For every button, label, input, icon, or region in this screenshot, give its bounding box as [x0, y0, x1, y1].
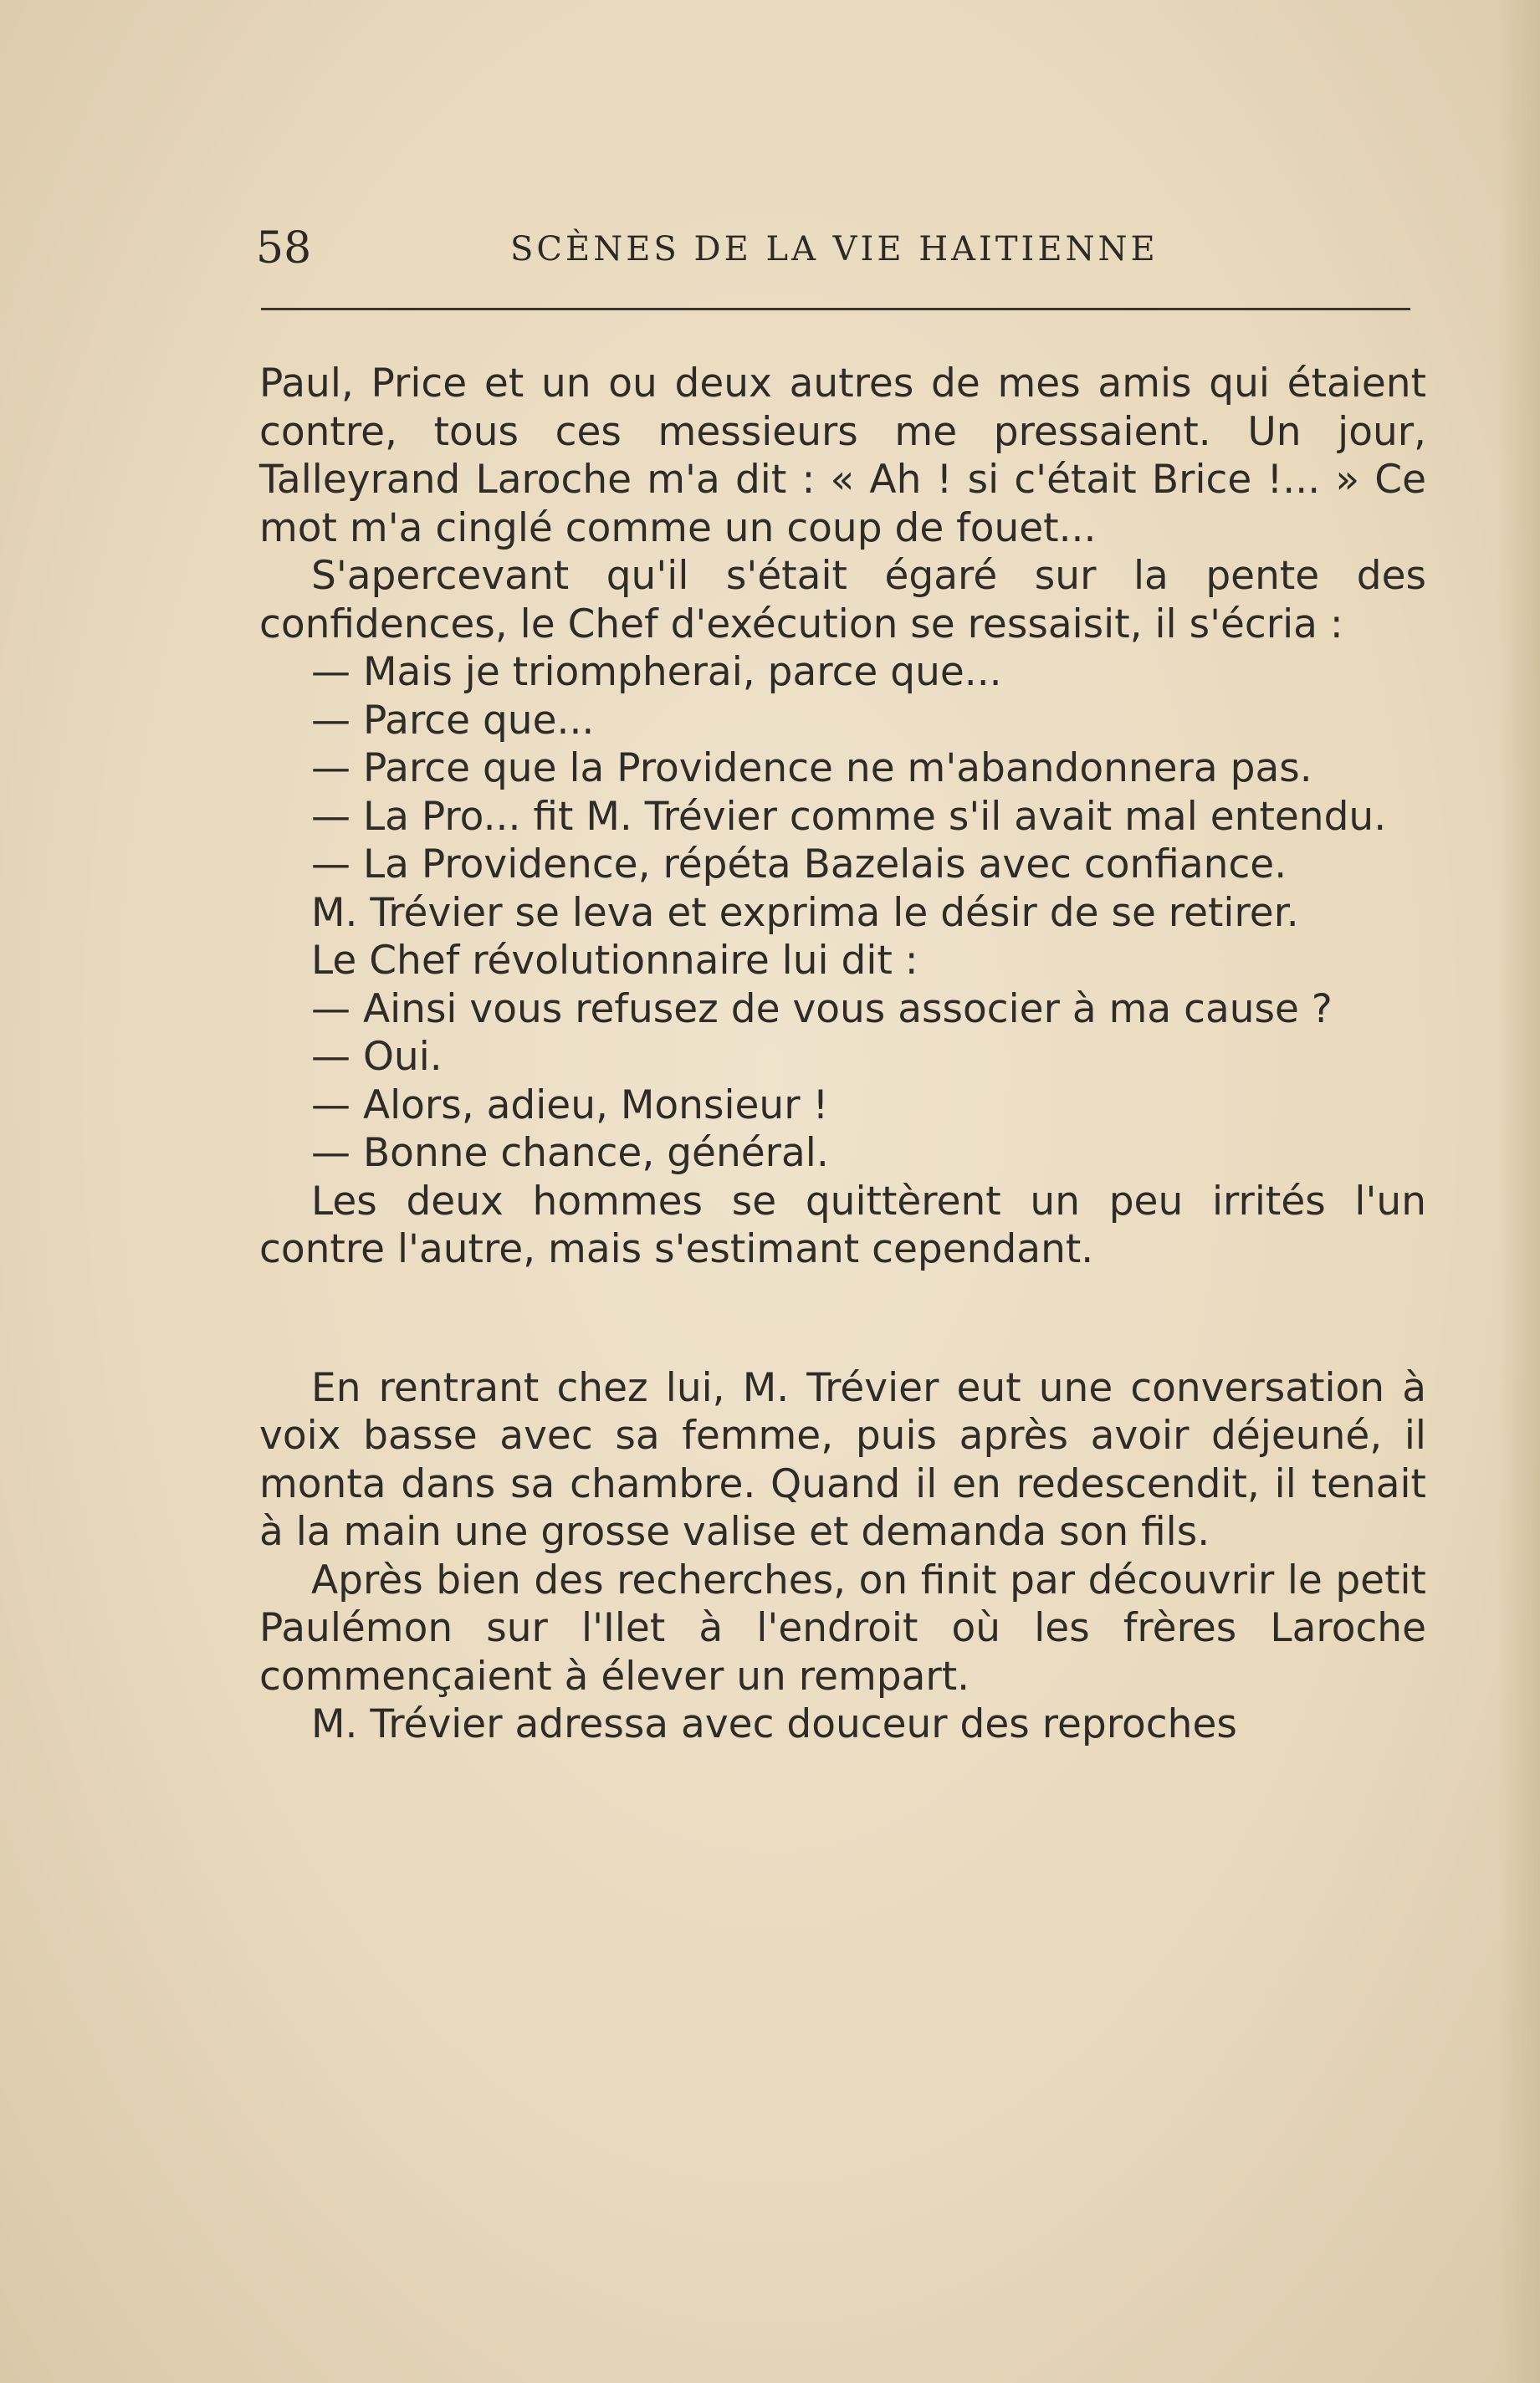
- dialogue-line: — Ainsi vous refusez de vous associer à ma cause ?: [311, 985, 1333, 1032]
- paragraph: Le Chef révolutionnaire lui dit :: [311, 938, 918, 984]
- section-break: [259, 1274, 1426, 1364]
- paragraph: Les deux hommes se quittèrent un peu irrités l'un contre l'autre, mais s'estimant cependant.: [259, 1178, 1426, 1272]
- dialogue-line: — Oui.: [311, 1034, 443, 1080]
- paragraph: Après bien des recherches, on finit par découvrir le petit Paulémon sur l'Ilet à l'endroit où les frères Laroche commençaient à élever un rempart.: [259, 1557, 1426, 1700]
- page-edge-shadow: [1498, 0, 1540, 2383]
- dialogue-line: — La Providence, répéta Bazelais avec confiance.: [311, 841, 1287, 887]
- page-number: 58: [256, 223, 312, 274]
- running-title: SCÈNES DE LA VIE HAITIENNE: [510, 230, 1159, 268]
- dialogue-line: — Alors, adieu, Monsieur !: [311, 1082, 829, 1128]
- dialogue-line: — Parce que...: [311, 697, 595, 744]
- header-rule: [261, 308, 1410, 310]
- paragraph: M. Trévier se leva et exprima le désir de se retirer.: [311, 889, 1299, 936]
- paragraph-continued: Paul, Price et un ou deux autres de mes amis qui étaient contre, tous ces messieurs me pressaient. Un jour, Talleyrand Laroche m'a dit : « Ah ! si c'était Brice !... » Ce mot m'a cinglé comme un coup de fouet...: [259, 361, 1426, 551]
- page-header: [256, 219, 1410, 278]
- dialogue-line: — Mais je triompherai, parce que...: [311, 649, 1002, 695]
- page-body: [259, 360, 1426, 1749]
- paragraph: M. Trévier adressa avec douceur des reproches: [311, 1701, 1237, 1747]
- dialogue-line: — Bonne chance, général.: [311, 1130, 829, 1176]
- dialogue-line: — La Pro... fit M. Trévier comme s'il avait mal entendu.: [311, 793, 1387, 840]
- dialogue-line: — Parce que la Providence ne m'abandonnera pas.: [311, 745, 1312, 791]
- paragraph: En rentrant chez lui, M. Trévier eut une conversation à voix basse avec sa femme, puis après avoir déjeuné, il monta dans sa chambre. Quand il en redescendit, il tenait à la main une grosse valise et demanda son fils.: [259, 1364, 1426, 1555]
- paragraph: S'apercevant qu'il s'était égaré sur la pente des confidences, le Chef d'exécution se ressaisit, il s'écria :: [259, 553, 1426, 647]
